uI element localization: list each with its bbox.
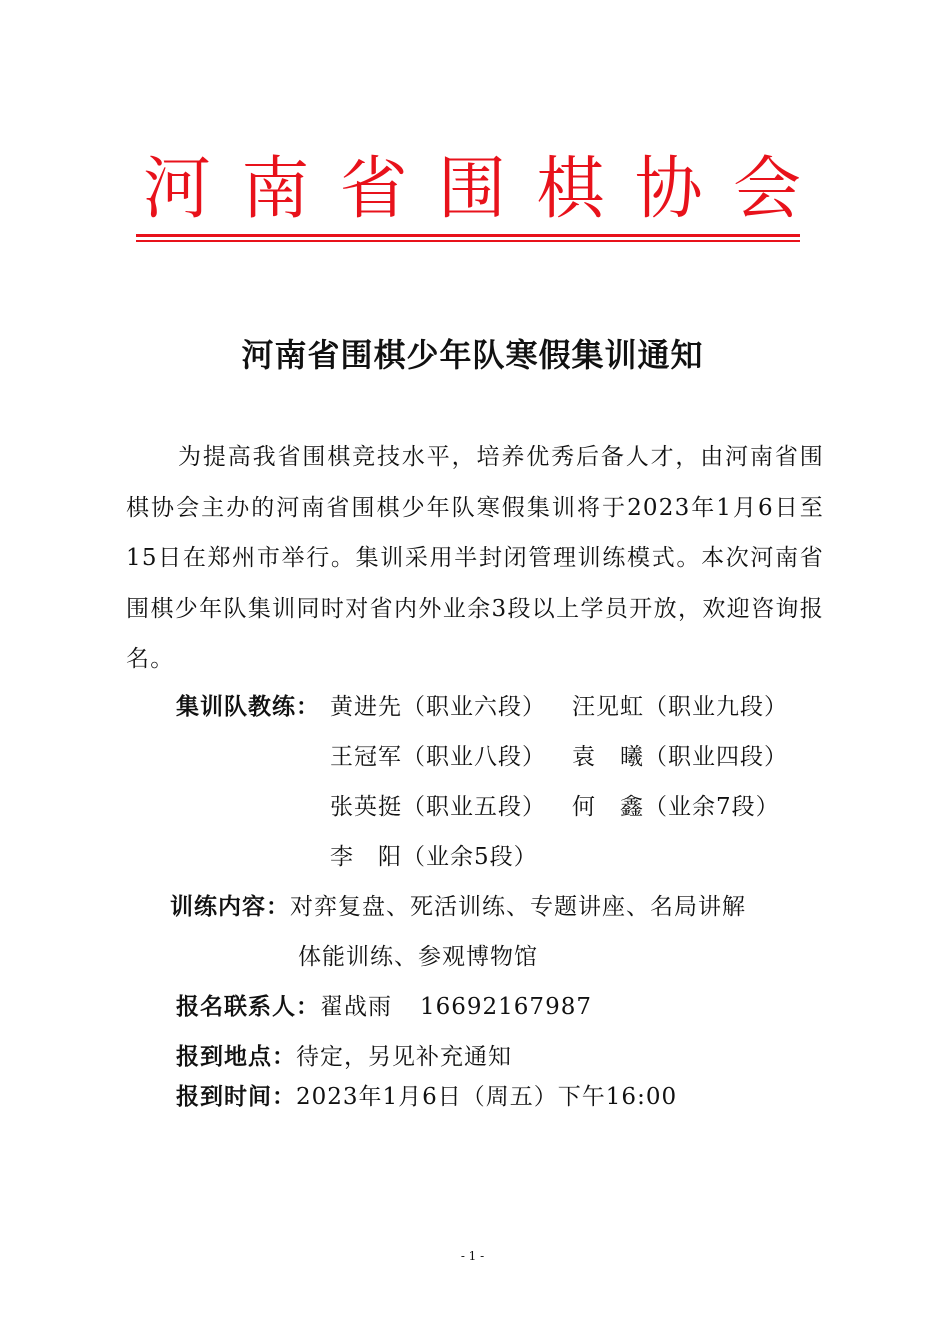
org-header-char: 协	[634, 150, 703, 229]
location-label: 报到地点：	[176, 1044, 296, 1070]
intro-paragraph: 为提高我省围棋竞技水平，培养优秀后备人才，由河南省围棋协会主办的河南省围棋少年队寒假集训将于2023年1月6日至15日在郑州市举行。集训采用半封闭管理训练模式。本次河南省围棋少年队集训同时对省内外业余3段以上学员开放，欢迎咨询报名。	[126, 444, 824, 672]
coaches-label: 集训队教练：	[176, 694, 320, 720]
coach-row	[330, 782, 780, 832]
coach-entry: 王冠军（职业八段）	[330, 744, 546, 770]
location-value: 待定，另见补充通知	[296, 1044, 512, 1070]
org-header-char: 省	[339, 150, 408, 229]
coaches-label-line	[176, 682, 320, 732]
coach-row	[330, 732, 788, 782]
org-header-char: 围	[437, 150, 506, 229]
document-title: 河南省围棋少年队寒假集训通知	[241, 336, 704, 374]
contact-label: 报名联系人：	[176, 994, 320, 1020]
coach-row	[330, 832, 572, 882]
coach-entry: 何 鑫（业余7段）	[572, 794, 780, 820]
page-number: - 1 -	[460, 1249, 485, 1263]
contact-name: 翟战雨	[320, 994, 392, 1020]
coach-entry: 李 阳（业余5段）	[330, 844, 538, 870]
time-label: 报到时间：	[176, 1084, 296, 1110]
coach-entry: 黄进先（职业六段）	[330, 694, 546, 720]
time-line	[176, 1072, 677, 1122]
coach-entry: 汪见虹（职业九段）	[572, 694, 788, 720]
org-header-char: 会	[732, 150, 801, 229]
org-header-char: 南	[241, 150, 310, 229]
header-rule-thin	[136, 240, 800, 242]
time-value: 2023年1月6日（周五）下午16:00	[296, 1084, 678, 1110]
org-header-char: 河	[142, 150, 211, 229]
training-line	[170, 882, 746, 932]
coach-row	[330, 682, 788, 732]
contact-line	[176, 982, 592, 1032]
training-content: 体能训练、参观博物馆	[298, 944, 538, 970]
org-header-char: 棋	[536, 150, 605, 229]
training-content: 对弈复盘、死活训练、专题讲座、名局讲解	[290, 894, 746, 920]
coach-entry: 张英挺（职业五段）	[330, 794, 546, 820]
contact-phone: 16692167987	[420, 994, 592, 1020]
org-header	[132, 150, 812, 230]
header-rule-thick	[136, 234, 800, 237]
training-label: 训练内容：	[170, 894, 290, 920]
training-line-2	[298, 932, 538, 982]
coach-entry: 袁 曦（职业四段）	[572, 744, 788, 770]
